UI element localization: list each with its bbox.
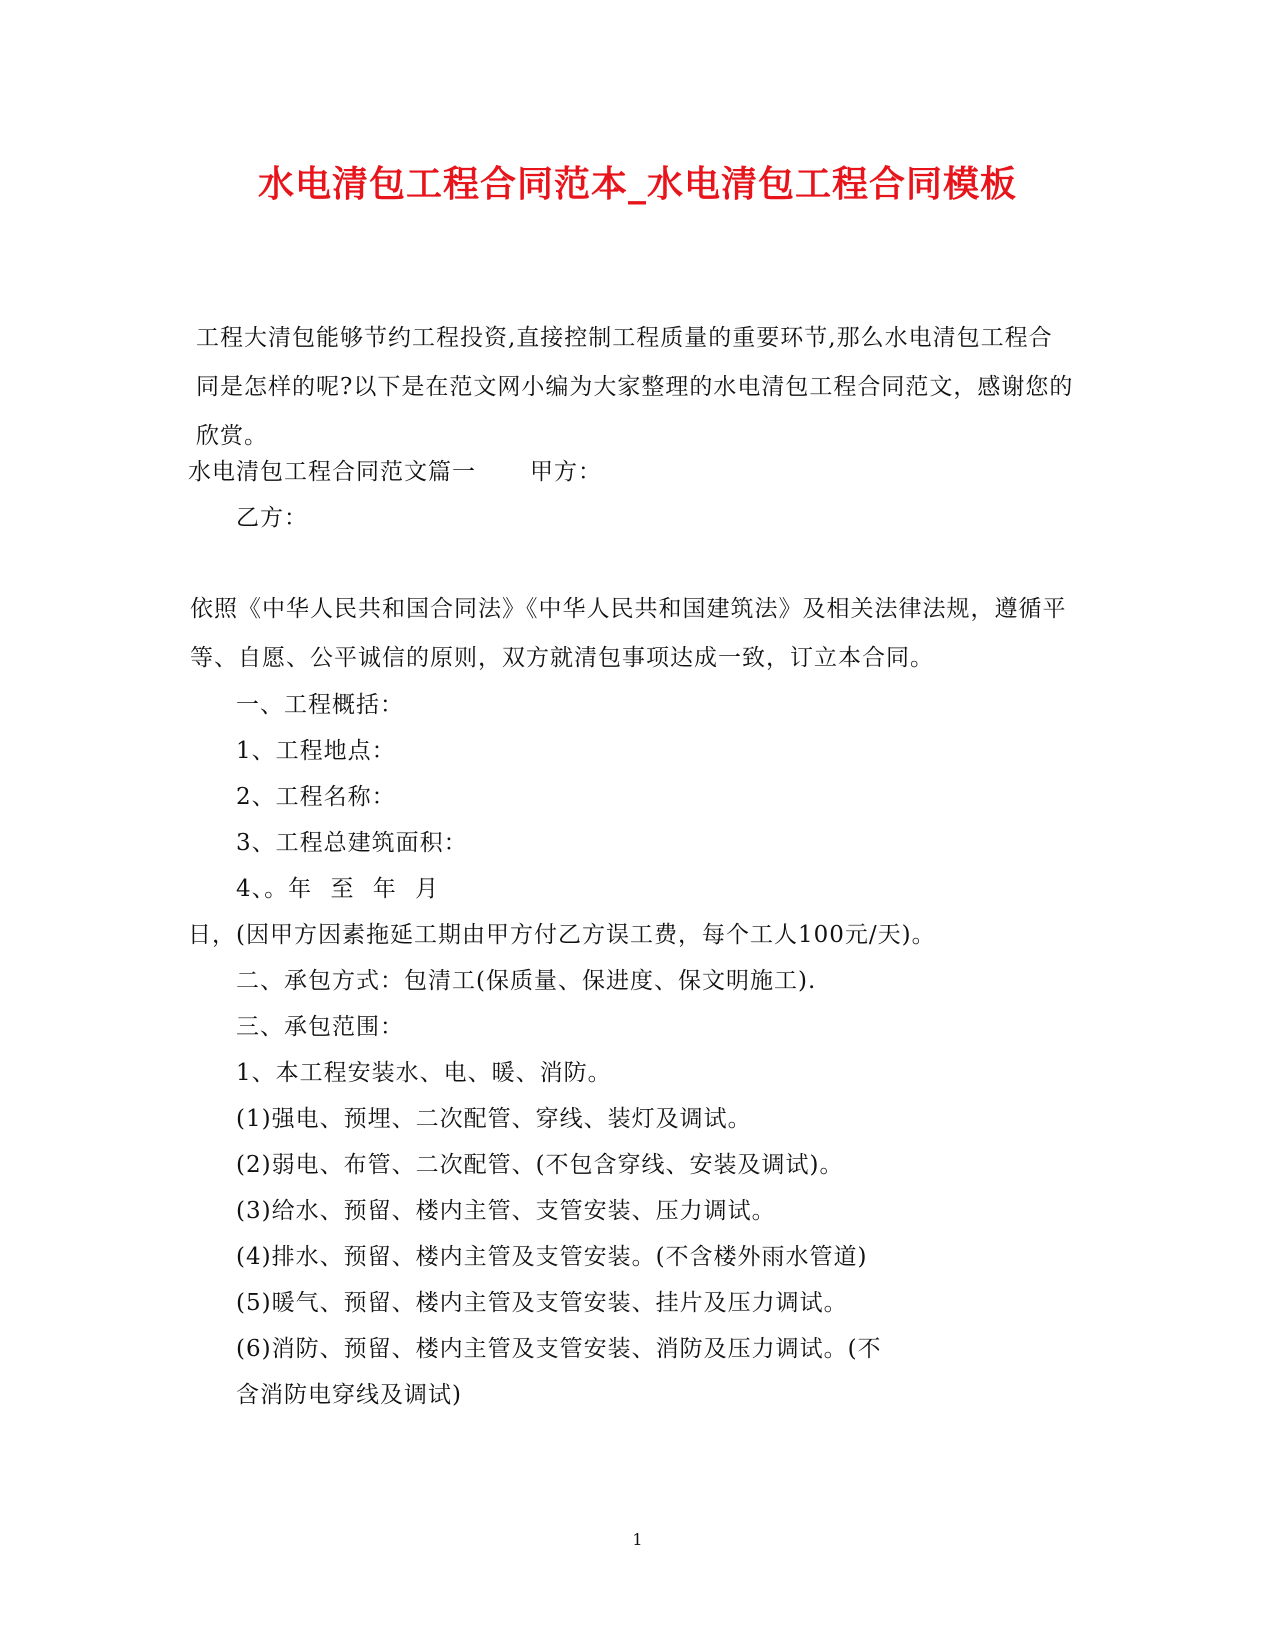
clause-1-item-4-continued: 日，(因甲方因素拖延工期由甲方付乙方误工费，每个工人100元/天)。 [188,922,936,948]
clause-1-item-2: 2、工程名称： [236,784,396,810]
scope-item-6-line-2: 含消防电穿线及调试) [236,1382,462,1408]
scope-item-4: (4)排水、预留、楼内主管及支管安装。(不含楼外雨水管道) [236,1244,868,1270]
scope-item-3: (3)给水、预留、楼内主管、支管安装、压力调试。 [236,1198,776,1224]
scope-1: 1、本工程安装水、电、暖、消防。 [236,1060,612,1086]
party-b-label: 乙方： [236,505,308,531]
scope-item-2: (2)弱电、布管、二次配管、(不包含穿线、安装及调试)。 [236,1152,844,1178]
clause-1-item-3: 3、工程总建筑面积： [236,830,468,856]
clause-2: 二、承包方式：包清工(保质量、保进度、保文明施工). [236,968,817,994]
clause-1-heading: 一、工程概括： [236,692,404,718]
party-a-label: 甲方： [530,459,602,485]
scope-item-1: (1)强电、预埋、二次配管、穿线、装灯及调试。 [236,1106,752,1132]
document-title: 水电清包工程合同范本_水电清包工程合同模板 [257,163,1017,205]
clause-3-heading: 三、承包范围： [236,1014,404,1040]
scope-item-6-line-1: (6)消防、预留、楼内主管及支管安装、消防及压力调试。(不 [236,1336,882,1362]
clause-1-item-4: 4、。年 至 年 月 [236,876,440,902]
intro-paragraph: 工程大清包能够节约工程投资,直接控制工程质量的重要环节,那么水电清包工程合同是怎样的呢?以下是在范文网小编为大家整理的水电清包工程合同范文，感谢您的欣赏。 [196,325,1074,449]
scope-item-5: (5)暖气、预留、楼内主管及支管安装、挂片及压力调试。 [236,1290,848,1316]
preamble-paragraph: 依照《中华人民共和国合同法》《中华人民共和国建筑法》及相关法律法规，遵循平等、自愿、公平诚信的原则，双方就清包事项达成一致，订立本合同。 [190,596,1067,671]
page-number: 1 [632,1530,643,1549]
section-heading: 水电清包工程合同范文篇一 [188,459,476,485]
clause-1-item-1: 1、工程地点： [236,738,396,764]
section-heading-line [188,457,602,487]
